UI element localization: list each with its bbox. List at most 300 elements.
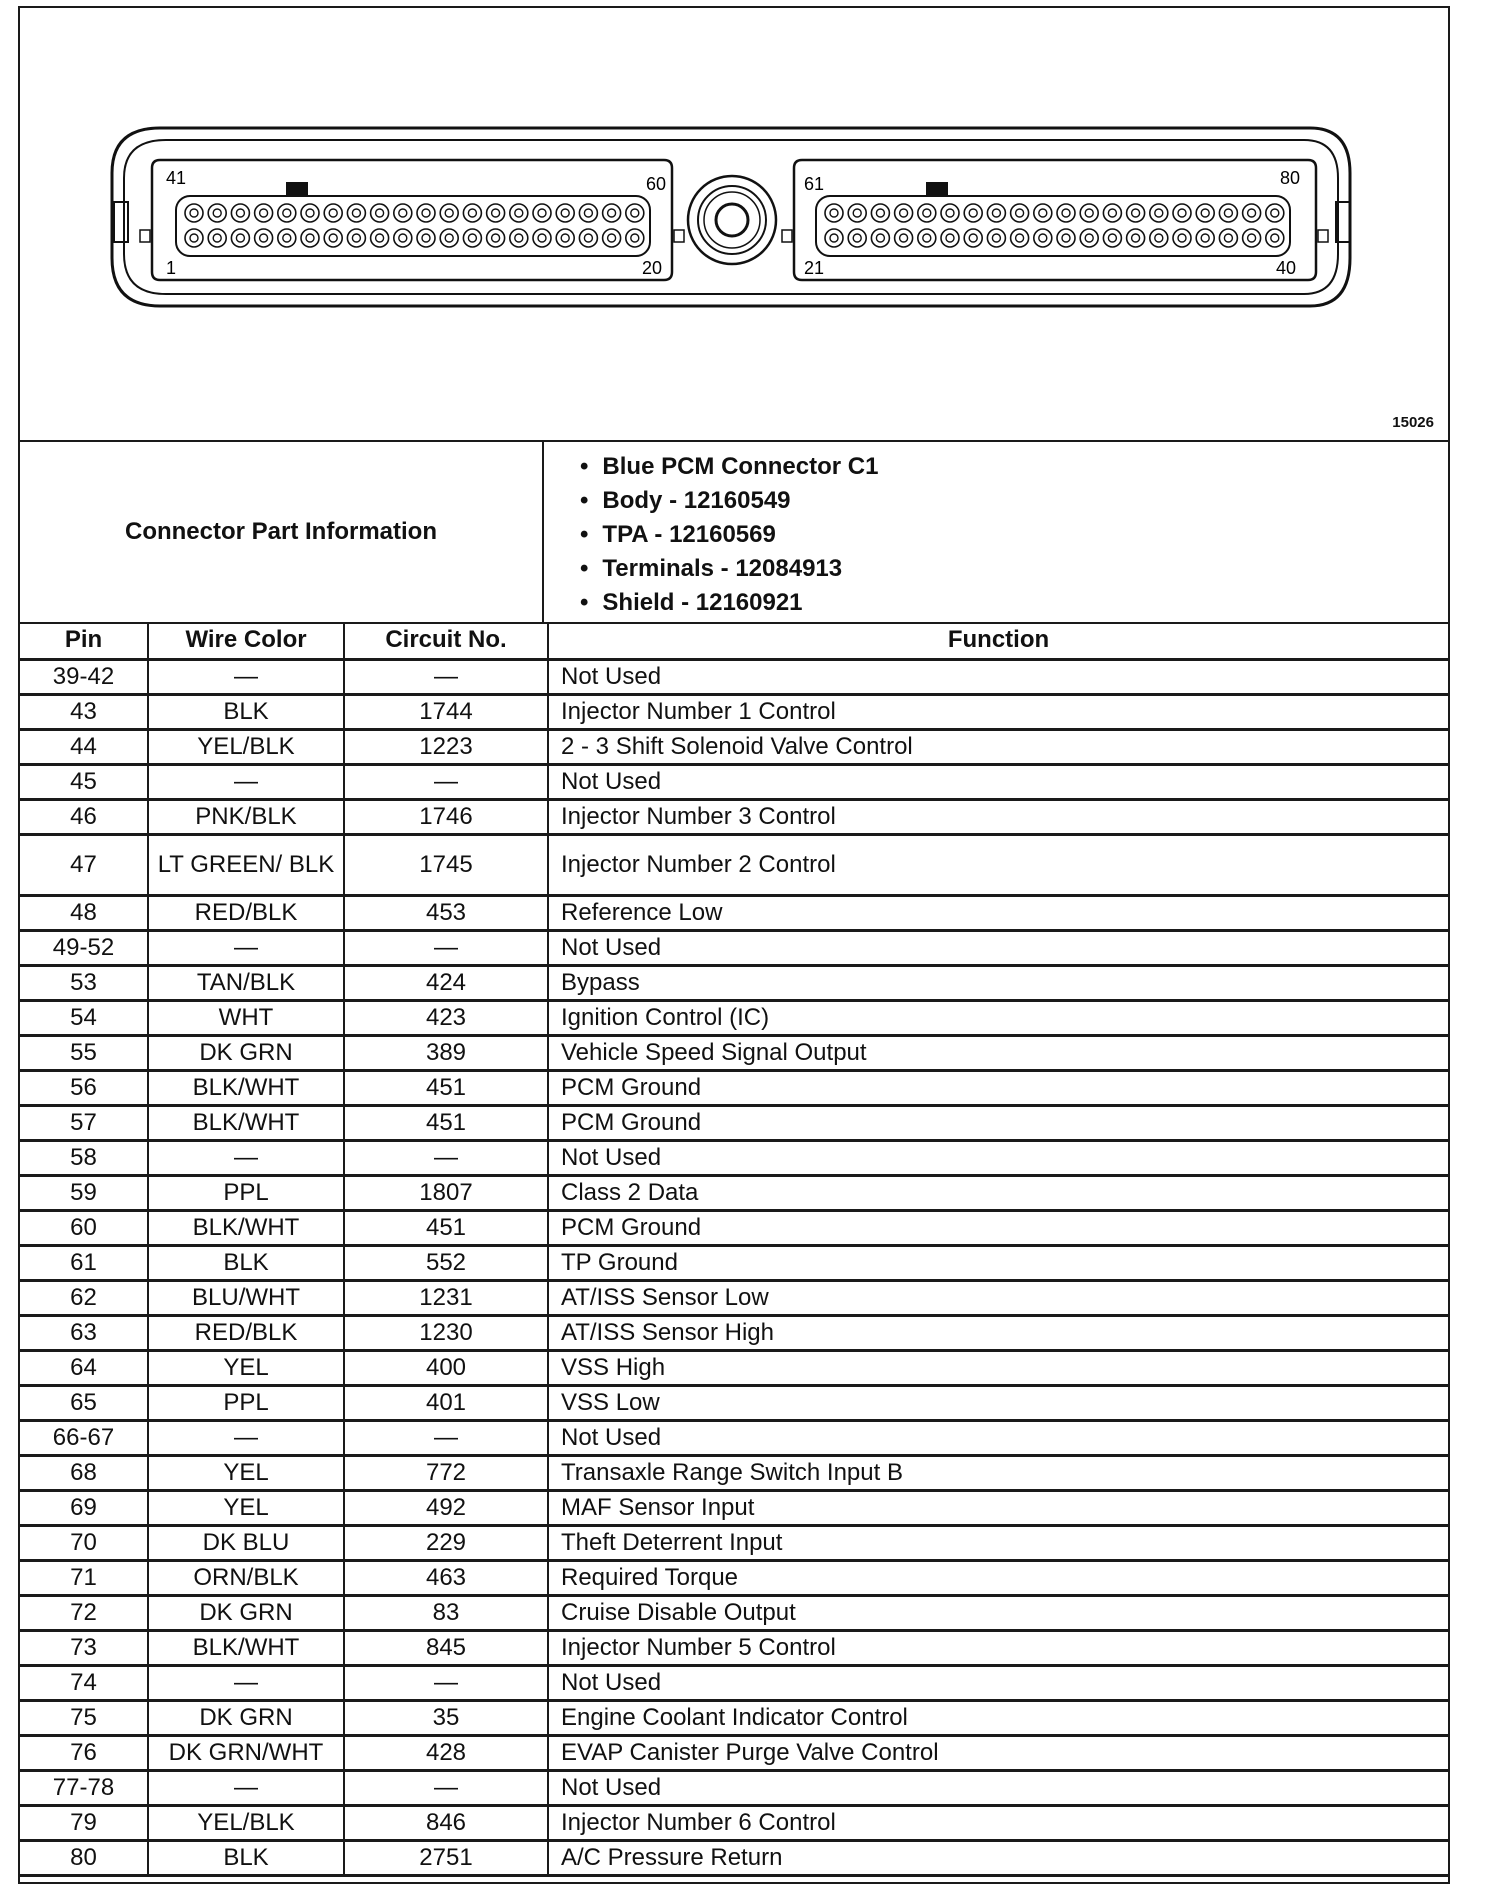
- center-bolt-ring: [704, 192, 760, 248]
- table-row: [20, 730, 1448, 765]
- pin-hole-center: [1155, 209, 1163, 217]
- pin-hole: [255, 204, 273, 222]
- header-pin: Pin: [20, 622, 148, 660]
- cell-wire-color: BLK/WHT: [148, 1211, 344, 1246]
- pin-hole: [1011, 229, 1029, 247]
- table-row: [20, 1841, 1448, 1876]
- pin-hole: [987, 204, 1005, 222]
- pin-hole: [278, 229, 296, 247]
- pin-hole-center: [538, 209, 546, 217]
- cell-pin: 71: [20, 1561, 148, 1596]
- cell-circuit-no: 453: [344, 896, 548, 931]
- pin-hole-center: [213, 234, 221, 242]
- center-bolt-ring: [698, 186, 766, 254]
- pin-hole: [510, 204, 528, 222]
- pin-hole: [1196, 204, 1214, 222]
- connector-diagram: [20, 8, 1448, 442]
- center-bolt: [716, 204, 748, 236]
- cell-wire-color: ORN/BLK: [148, 1561, 344, 1596]
- cell-pin: 46: [20, 800, 148, 835]
- pin-hole-center: [283, 209, 291, 217]
- cell-circuit-no: 424: [344, 966, 548, 1001]
- pin-hole: [848, 204, 866, 222]
- pin-hole-center: [1248, 209, 1256, 217]
- pin-hole-center: [969, 209, 977, 217]
- cell-circuit-no: 451: [344, 1211, 548, 1246]
- table-row: [20, 1456, 1448, 1491]
- pin-hole-center: [584, 209, 592, 217]
- pin-hole: [1196, 229, 1214, 247]
- pin-hole-center: [631, 234, 639, 242]
- pin-hole-center: [1132, 209, 1140, 217]
- cell-wire-color: PPL: [148, 1386, 344, 1421]
- cell-pin: 76: [20, 1736, 148, 1771]
- pin-hole: [347, 229, 365, 247]
- pin-hole-center: [631, 209, 639, 217]
- pin-hole: [918, 204, 936, 222]
- pin-hole-center: [190, 209, 198, 217]
- cell-circuit-no: 1231: [344, 1281, 548, 1316]
- cell-pin: 48: [20, 896, 148, 931]
- table-row: [20, 1596, 1448, 1631]
- pin-hole: [301, 229, 319, 247]
- table-row: [20, 1421, 1448, 1456]
- pin-hole-center: [1248, 234, 1256, 242]
- cell-function: PCM Ground: [548, 1211, 1448, 1246]
- cell-circuit-no: 1807: [344, 1176, 548, 1211]
- cell-function: Not Used: [548, 765, 1448, 800]
- pin-hole-center: [236, 209, 244, 217]
- pin-hole: [371, 229, 389, 247]
- pin-hole: [1173, 229, 1191, 247]
- pin-hole: [1150, 204, 1168, 222]
- pin-hole-center: [190, 234, 198, 242]
- pin-hole: [347, 204, 365, 222]
- cell-pin: 68: [20, 1456, 148, 1491]
- cell-wire-color: BLK: [148, 1841, 344, 1876]
- pin-hole-center: [853, 234, 861, 242]
- pin-hole: [1127, 229, 1145, 247]
- pin-label-40: 40: [1276, 258, 1297, 278]
- pin-hole: [964, 229, 982, 247]
- pin-hole: [487, 229, 505, 247]
- pin-hole-center: [1271, 209, 1279, 217]
- pin-hole-center: [992, 209, 1000, 217]
- pin-hole: [1057, 204, 1075, 222]
- pin-hole-center: [900, 234, 908, 242]
- pin-hole-center: [1085, 209, 1093, 217]
- cell-wire-color: —: [148, 1666, 344, 1701]
- cell-pin: 58: [20, 1141, 148, 1176]
- pin-hole-center: [1178, 234, 1186, 242]
- cell-circuit-no: 463: [344, 1561, 548, 1596]
- pin-hole: [603, 229, 621, 247]
- right-cavity: [794, 160, 1316, 280]
- pin-hole: [941, 229, 959, 247]
- pin-hole: [579, 229, 597, 247]
- cell-wire-color: WHT: [148, 1001, 344, 1036]
- pin-hole-center: [515, 209, 523, 217]
- pin-hole: [1243, 229, 1261, 247]
- cell-function: Not Used: [548, 1141, 1448, 1176]
- cell-function: VSS Low: [548, 1386, 1448, 1421]
- table-row: [20, 1491, 1448, 1526]
- cell-wire-color: —: [148, 931, 344, 966]
- table-row: [20, 1106, 1448, 1141]
- pin-hole: [1103, 204, 1121, 222]
- cell-wire-color: BLU/WHT: [148, 1281, 344, 1316]
- cell-pin: 75: [20, 1701, 148, 1736]
- pin-hole-center: [608, 209, 616, 217]
- pin-hole-center: [329, 209, 337, 217]
- cell-pin: 70: [20, 1526, 148, 1561]
- pin-hole: [964, 204, 982, 222]
- pin-hole-center: [946, 209, 954, 217]
- pin-hole-center: [1201, 234, 1209, 242]
- cell-circuit-no: 451: [344, 1106, 548, 1141]
- cell-wire-color: BLK/WHT: [148, 1071, 344, 1106]
- table-row: [20, 1211, 1448, 1246]
- header-circuit-no: Circuit No.: [344, 622, 548, 660]
- cell-wire-color: RED/BLK: [148, 1316, 344, 1351]
- pin-hole: [1080, 204, 1098, 222]
- cell-function: Transaxle Range Switch Input B: [548, 1456, 1448, 1491]
- cell-function: Injector Number 1 Control: [548, 695, 1448, 730]
- pin-hole: [440, 204, 458, 222]
- cell-circuit-no: 1744: [344, 695, 548, 730]
- pin-hole: [1243, 204, 1261, 222]
- pin-hole-center: [561, 209, 569, 217]
- pin-hole-center: [399, 209, 407, 217]
- pin-hole: [185, 204, 203, 222]
- cell-circuit-no: —: [344, 660, 548, 695]
- table-row: [20, 695, 1448, 730]
- cell-wire-color: DK GRN: [148, 1701, 344, 1736]
- cell-function: AT/ISS Sensor High: [548, 1316, 1448, 1351]
- pin-hole-center: [1062, 234, 1070, 242]
- pin-hole-center: [1016, 209, 1024, 217]
- pin-hole: [1034, 204, 1052, 222]
- cell-circuit-no: 389: [344, 1036, 548, 1071]
- cell-function: Engine Coolant Indicator Control: [548, 1701, 1448, 1736]
- cell-function: Injector Number 5 Control: [548, 1631, 1448, 1666]
- pin-hole: [848, 229, 866, 247]
- table-row: [20, 1736, 1448, 1771]
- cell-circuit-no: 1746: [344, 800, 548, 835]
- pin-hole-center: [923, 209, 931, 217]
- cell-wire-color: DK GRN/WHT: [148, 1736, 344, 1771]
- left-key-mark: [286, 182, 308, 196]
- pin-hole-center: [1271, 234, 1279, 242]
- connector-part-info: [20, 442, 1448, 624]
- header-wire-color: Wire Color: [148, 622, 344, 660]
- table-row: [20, 1001, 1448, 1036]
- pin-hole-center: [422, 209, 430, 217]
- cell-pin: 61: [20, 1246, 148, 1281]
- table-header-row: [20, 622, 1448, 660]
- pin-hole-center: [1224, 209, 1232, 217]
- pin-hole: [463, 229, 481, 247]
- cell-circuit-no: 552: [344, 1246, 548, 1281]
- cell-pin: 77-78: [20, 1771, 148, 1806]
- table-row: [20, 1176, 1448, 1211]
- pin-hole-center: [492, 234, 500, 242]
- pin-hole-center: [1085, 234, 1093, 242]
- table-row: [20, 931, 1448, 966]
- pin-hole-center: [422, 234, 430, 242]
- cell-pin: 59: [20, 1176, 148, 1211]
- cell-function: VSS High: [548, 1351, 1448, 1386]
- pin-hole-center: [1201, 209, 1209, 217]
- pin-hole: [918, 229, 936, 247]
- pin-hole: [255, 229, 273, 247]
- table-row: [20, 1526, 1448, 1561]
- cell-wire-color: —: [148, 1771, 344, 1806]
- pin-hole: [556, 229, 574, 247]
- pin-hole: [579, 204, 597, 222]
- cell-circuit-no: 428: [344, 1736, 548, 1771]
- pin-hole-center: [260, 234, 268, 242]
- cell-function: Theft Deterrent Input: [548, 1526, 1448, 1561]
- cell-circuit-no: 772: [344, 1456, 548, 1491]
- cell-function: Not Used: [548, 1771, 1448, 1806]
- cell-wire-color: DK BLU: [148, 1526, 344, 1561]
- locator-square: [140, 230, 150, 242]
- pin-grid: [185, 204, 1284, 247]
- cell-circuit-no: 83: [344, 1596, 548, 1631]
- pin-hole-center: [538, 234, 546, 242]
- cell-wire-color: RED/BLK: [148, 896, 344, 931]
- pin-hole-center: [468, 234, 476, 242]
- cell-wire-color: DK GRN: [148, 1036, 344, 1071]
- table-row: [20, 1316, 1448, 1351]
- right-pin-block: [816, 196, 1290, 256]
- pin-hole-center: [1224, 234, 1232, 242]
- table-row: [20, 1281, 1448, 1316]
- housing-inner-outline: [124, 140, 1338, 294]
- pin-hole: [941, 204, 959, 222]
- pin-hole: [825, 204, 843, 222]
- pin-hole: [626, 204, 644, 222]
- cell-wire-color: —: [148, 660, 344, 695]
- pin-hole-center: [1132, 234, 1140, 242]
- cell-wire-color: PNK/BLK: [148, 800, 344, 835]
- table-row: [20, 1666, 1448, 1701]
- cell-wire-color: LT GREEN/ BLK: [148, 835, 344, 896]
- table-row: [20, 1701, 1448, 1736]
- pin-hole: [987, 229, 1005, 247]
- cell-function: A/C Pressure Return: [548, 1841, 1448, 1876]
- pin-hole: [185, 229, 203, 247]
- locator-square: [674, 230, 684, 242]
- pin-hole: [1266, 204, 1284, 222]
- cell-function: Cruise Disable Output: [548, 1596, 1448, 1631]
- cell-wire-color: YEL: [148, 1351, 344, 1386]
- cell-circuit-no: 1223: [344, 730, 548, 765]
- cell-circuit-no: —: [344, 931, 548, 966]
- cell-function: Required Torque: [548, 1561, 1448, 1596]
- part-info-item: • Body - 12160549: [580, 484, 878, 518]
- cell-function: MAF Sensor Input: [548, 1491, 1448, 1526]
- part-info-title: Connector Part Information: [20, 442, 544, 622]
- pin-hole-center: [352, 234, 360, 242]
- cell-pin: 53: [20, 966, 148, 1001]
- part-info-item: • TPA - 12160569: [580, 518, 878, 552]
- cell-wire-color: DK GRN: [148, 1596, 344, 1631]
- pin-label-61: 61: [804, 174, 825, 194]
- cell-pin: 49-52: [20, 931, 148, 966]
- table-row: [20, 1351, 1448, 1386]
- pin-hole-center: [969, 234, 977, 242]
- pin-hole: [1219, 204, 1237, 222]
- cell-function: Injector Number 6 Control: [548, 1806, 1448, 1841]
- pin-hole-center: [584, 234, 592, 242]
- pin-hole-center: [329, 234, 337, 242]
- pin-hole: [1266, 229, 1284, 247]
- pin-hole-center: [876, 234, 884, 242]
- pin-hole: [556, 204, 574, 222]
- cell-function: Ignition Control (IC): [548, 1001, 1448, 1036]
- table-row: [20, 1631, 1448, 1666]
- pin-hole-center: [306, 234, 314, 242]
- cell-circuit-no: 35: [344, 1701, 548, 1736]
- cell-function: AT/ISS Sensor Low: [548, 1281, 1448, 1316]
- cell-function: Vehicle Speed Signal Output: [548, 1036, 1448, 1071]
- cell-circuit-no: 845: [344, 1631, 548, 1666]
- table-row: [20, 1771, 1448, 1806]
- part-info-item: • Terminals - 12084913: [580, 552, 878, 586]
- table-row: [20, 765, 1448, 800]
- cell-circuit-no: 1745: [344, 835, 548, 896]
- pin-hole-center: [853, 209, 861, 217]
- table-row: [20, 800, 1448, 835]
- cell-pin: 79: [20, 1806, 148, 1841]
- cell-circuit-no: 400: [344, 1351, 548, 1386]
- cell-function: PCM Ground: [548, 1071, 1448, 1106]
- table-row: [20, 966, 1448, 1001]
- cell-wire-color: —: [148, 765, 344, 800]
- cell-wire-color: —: [148, 1141, 344, 1176]
- table-row: [20, 835, 1448, 896]
- pin-hole-center: [399, 234, 407, 242]
- pin-hole-center: [830, 234, 838, 242]
- pin-hole: [463, 204, 481, 222]
- cell-function: 2 - 3 Shift Solenoid Valve Control: [548, 730, 1448, 765]
- pin-hole: [394, 229, 412, 247]
- cell-circuit-no: —: [344, 1141, 548, 1176]
- pin-hole-center: [468, 209, 476, 217]
- cell-wire-color: BLK/WHT: [148, 1106, 344, 1141]
- center-bolt-boss: [688, 176, 776, 264]
- pin-hole-center: [923, 234, 931, 242]
- header-function: Function: [548, 622, 1448, 660]
- cell-circuit-no: 2751: [344, 1841, 548, 1876]
- pin-hole: [1103, 229, 1121, 247]
- cell-wire-color: —: [148, 1421, 344, 1456]
- cell-wire-color: YEL: [148, 1456, 344, 1491]
- pin-hole: [394, 204, 412, 222]
- cell-pin: 72: [20, 1596, 148, 1631]
- cell-wire-color: YEL/BLK: [148, 1806, 344, 1841]
- cell-pin: 73: [20, 1631, 148, 1666]
- table-row: [20, 1141, 1448, 1176]
- pin-hole-center: [608, 234, 616, 242]
- pin-hole: [208, 229, 226, 247]
- pcm-connector-drawing: [20, 8, 1448, 440]
- pin-hole: [825, 229, 843, 247]
- cell-pin: 55: [20, 1036, 148, 1071]
- pin-hole-center: [445, 209, 453, 217]
- pin-hole: [895, 229, 913, 247]
- pin-label-60: 60: [646, 174, 667, 194]
- pin-hole: [1173, 204, 1191, 222]
- part-info-list: [580, 450, 878, 620]
- cell-function: Not Used: [548, 1666, 1448, 1701]
- cell-function: Not Used: [548, 660, 1448, 695]
- pin-hole: [1011, 204, 1029, 222]
- figure-number: 15026: [1392, 414, 1434, 431]
- cell-function: Class 2 Data: [548, 1176, 1448, 1211]
- pin-label-1: 1: [166, 258, 177, 278]
- pin-hole: [324, 229, 342, 247]
- pin-hole-center: [1016, 234, 1024, 242]
- cell-wire-color: PPL: [148, 1176, 344, 1211]
- pin-hole-center: [900, 209, 908, 217]
- cell-pin: 54: [20, 1001, 148, 1036]
- pin-hole: [231, 204, 249, 222]
- cell-wire-color: BLK/WHT: [148, 1631, 344, 1666]
- cell-pin: 69: [20, 1491, 148, 1526]
- left-pin-block: [176, 196, 650, 256]
- cell-circuit-no: —: [344, 765, 548, 800]
- pin-hole: [278, 204, 296, 222]
- cell-circuit-no: —: [344, 1666, 548, 1701]
- table-row: [20, 1246, 1448, 1281]
- pin-label-41: 41: [166, 168, 187, 188]
- pin-hole: [440, 229, 458, 247]
- pin-hole-center: [1039, 209, 1047, 217]
- pin-label-21: 21: [804, 258, 825, 278]
- pin-table: [20, 622, 1448, 1877]
- pin-hole: [324, 204, 342, 222]
- pin-hole-center: [236, 234, 244, 242]
- cell-circuit-no: 1230: [344, 1316, 548, 1351]
- pin-hole-center: [445, 234, 453, 242]
- pin-hole-center: [876, 209, 884, 217]
- left-side-tab: [114, 202, 128, 242]
- pin-hole: [510, 229, 528, 247]
- cell-pin: 74: [20, 1666, 148, 1701]
- right-key-mark: [926, 182, 948, 196]
- pin-label-20: 20: [642, 258, 663, 278]
- pin-hole-center: [1062, 209, 1070, 217]
- cell-function: EVAP Canister Purge Valve Control: [548, 1736, 1448, 1771]
- pin-hole: [1219, 229, 1237, 247]
- connector-document: [18, 6, 1450, 1884]
- cell-function: Not Used: [548, 1421, 1448, 1456]
- cell-circuit-no: —: [344, 1421, 548, 1456]
- pin-hole: [626, 229, 644, 247]
- cell-function: Not Used: [548, 931, 1448, 966]
- pin-hole-center: [830, 209, 838, 217]
- cell-pin: 60: [20, 1211, 148, 1246]
- locator-square: [1318, 230, 1328, 242]
- cell-pin: 63: [20, 1316, 148, 1351]
- pin-hole-center: [306, 209, 314, 217]
- cell-pin: 57: [20, 1106, 148, 1141]
- pin-hole: [895, 204, 913, 222]
- pin-hole: [301, 204, 319, 222]
